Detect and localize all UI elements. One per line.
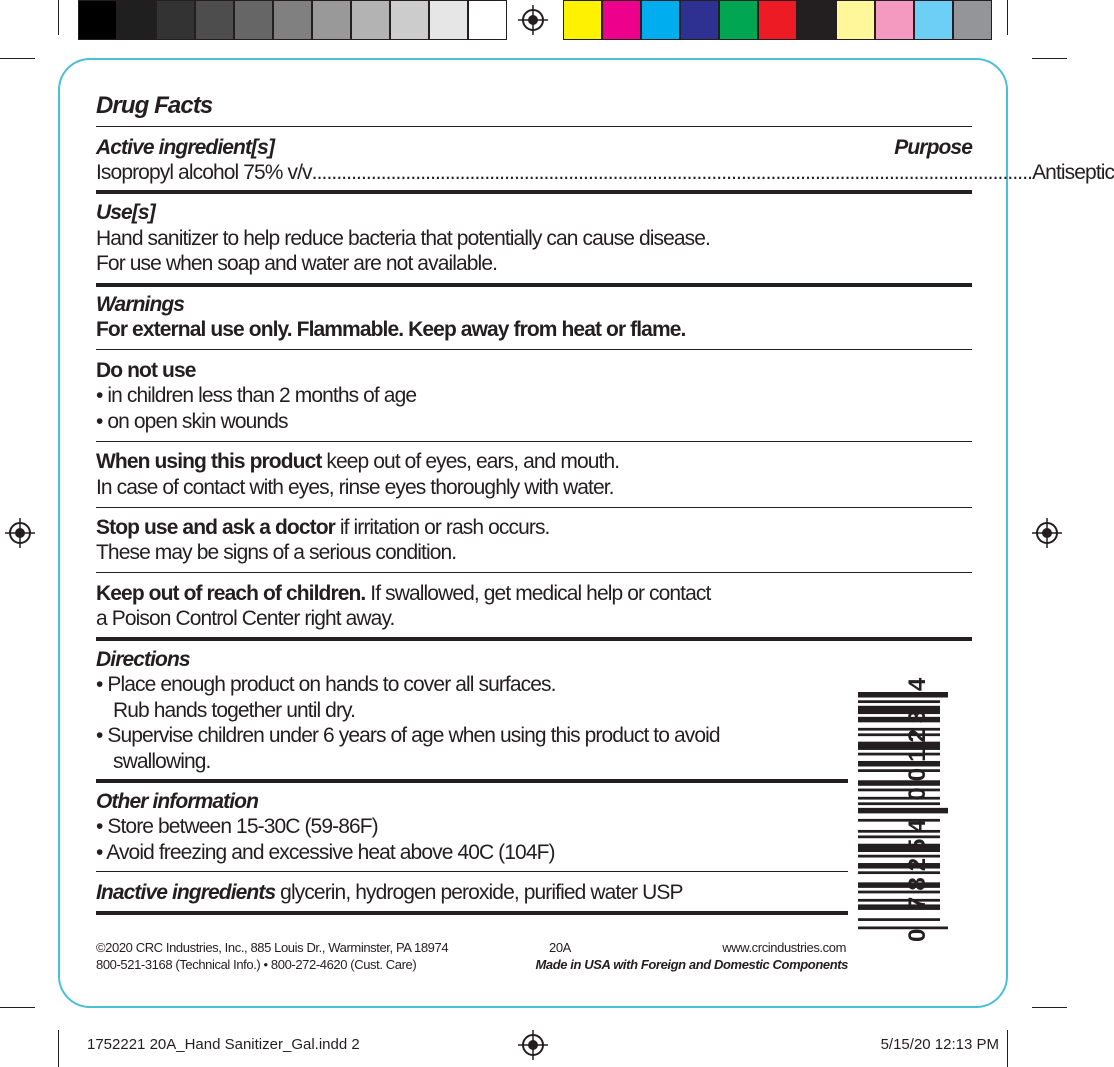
- divider: [96, 126, 972, 127]
- stop-use-text: These may be signs of a serious condition.: [96, 541, 457, 564]
- divider: [96, 871, 848, 872]
- divider: [96, 507, 972, 508]
- crop-mark: [1032, 58, 1067, 59]
- divider: [96, 779, 848, 783]
- registration-mark-icon: [518, 1030, 548, 1060]
- color-swatch: [758, 0, 797, 40]
- registration-mark-icon: [5, 518, 35, 548]
- crop-mark: [58, 0, 59, 35]
- dot-leader: ..................................................................................................................................................: [311, 161, 1033, 184]
- date-slug: 5/15/20 12:13 PM: [880, 1036, 999, 1053]
- color-swatch: [156, 0, 195, 40]
- phone-numbers: 800-521-3168 (Technical Info.) • 800-272-4620 (Cust. Care): [96, 957, 417, 972]
- color-swatch: [312, 0, 351, 40]
- crop-mark: [1007, 1030, 1008, 1067]
- divider: [96, 637, 972, 641]
- do-not-use-item: • in children less than 2 months of age: [96, 384, 417, 407]
- color-swatch: [78, 0, 117, 40]
- color-swatch: [117, 0, 156, 40]
- ingredient: Isopropyl alcohol 75% v/v: [96, 161, 312, 184]
- stop-use-heading: Stop use and ask a doctor: [96, 516, 335, 539]
- do-not-use-heading: Do not use: [96, 359, 196, 382]
- keep-out-text: a Poison Control Center right away.: [96, 607, 395, 630]
- uses-text: For use when soap and water are not available.: [96, 252, 498, 275]
- divider: [96, 572, 972, 573]
- divider: [96, 190, 972, 194]
- uses-text: Hand sanitizer to help reduce bacteria that potentially can cause disease.: [96, 227, 710, 250]
- divider: [96, 283, 972, 287]
- crop-mark: [58, 1030, 59, 1067]
- color-swatch: [797, 0, 836, 40]
- color-swatch: [719, 0, 758, 40]
- do-not-use-item: • on open skin wounds: [96, 410, 288, 433]
- divider: [96, 349, 972, 350]
- drug-facts-title: Drug Facts: [96, 92, 213, 119]
- uses-heading: Use[s]: [96, 201, 155, 224]
- registration-mark-icon: [518, 5, 548, 35]
- active-ingredient-heading: Active ingredient[s]: [96, 136, 275, 159]
- crop-mark: [1007, 0, 1008, 35]
- other-information-item: • Store between 15-30C (59-86F): [96, 815, 378, 838]
- active-ingredient-row: [96, 161, 1114, 185]
- made-in: Made in USA with Foreign and Domestic Components: [535, 957, 848, 972]
- directions-item: Rub hands together until dry.: [113, 699, 356, 722]
- file-slug: 1752221 20A_Hand Sanitizer_Gal.indd 2: [87, 1036, 360, 1053]
- barcode-bar: [858, 808, 948, 814]
- color-swatch: [468, 0, 507, 40]
- divider: [96, 441, 972, 442]
- color-swatch: [273, 0, 312, 40]
- crop-mark: [0, 58, 35, 59]
- when-using-rest: keep out of eyes, ears, and mouth.: [321, 450, 620, 473]
- directions-heading: Directions: [96, 648, 190, 671]
- keep-out-text: [96, 582, 710, 606]
- copyright: ©2020 CRC Industries, Inc., 885 Louis Dr., Warminster, PA 18974: [96, 940, 449, 955]
- when-using-text: In case of contact with eyes, rinse eyes thoroughly with water.: [96, 476, 614, 499]
- color-swatch: [390, 0, 429, 40]
- color-swatch: [836, 0, 875, 40]
- crop-mark: [0, 1007, 35, 1008]
- crop-mark: [1032, 1007, 1067, 1008]
- registration-mark-icon: [1032, 518, 1062, 548]
- inactive-ingredients-heading: Inactive ingredients: [96, 881, 276, 904]
- inactive-ingredients-text: glycerin, hydrogen peroxide, purified water USP: [275, 881, 683, 904]
- barcode-bar: [858, 692, 948, 698]
- warnings-heading: Warnings: [96, 293, 185, 316]
- purpose: Antiseptic: [1032, 161, 1114, 184]
- directions-item: • Place enough product on hands to cover all surfaces.: [96, 673, 556, 696]
- color-swatch: [641, 0, 680, 40]
- warnings-text: For external use only. Flammable. Keep away from heat or flame.: [96, 318, 686, 341]
- when-using-heading: When using this product: [96, 450, 322, 473]
- other-information-heading: Other information: [96, 790, 259, 813]
- when-using-text: [96, 450, 619, 474]
- barcode: [858, 692, 948, 932]
- directions-item: swallowing.: [113, 750, 211, 773]
- other-information-item: • Avoid freezing and excessive heat above 40C (104F): [96, 841, 555, 864]
- divider: [96, 911, 848, 915]
- color-swatch: [914, 0, 953, 40]
- keep-out-rest: If swallowed, get medical help or contact: [365, 582, 711, 605]
- color-swatch: [234, 0, 273, 40]
- purpose-heading: Purpose: [894, 136, 972, 159]
- stop-use-rest: if irritation or rash occurs.: [334, 516, 550, 539]
- stop-use-text: [96, 516, 549, 540]
- color-swatch: [563, 0, 602, 40]
- barcode-bar: [858, 926, 948, 929]
- color-swatch: [602, 0, 641, 40]
- color-swatch: [429, 0, 468, 40]
- product-code: 20A: [549, 940, 571, 955]
- directions-item: • Supervise children under 6 years of age when using this product to avoid: [96, 724, 720, 747]
- color-swatch: [953, 0, 992, 40]
- color-swatch: [195, 0, 234, 40]
- inactive-ingredients: [96, 881, 683, 905]
- color-swatch: [680, 0, 719, 40]
- website: www.crcindustries.com: [722, 940, 846, 955]
- color-swatch: [875, 0, 914, 40]
- barcode-digits: 0 78254 00123 4: [904, 671, 931, 942]
- keep-out-heading: Keep out of reach of children.: [96, 582, 366, 605]
- color-swatch: [351, 0, 390, 40]
